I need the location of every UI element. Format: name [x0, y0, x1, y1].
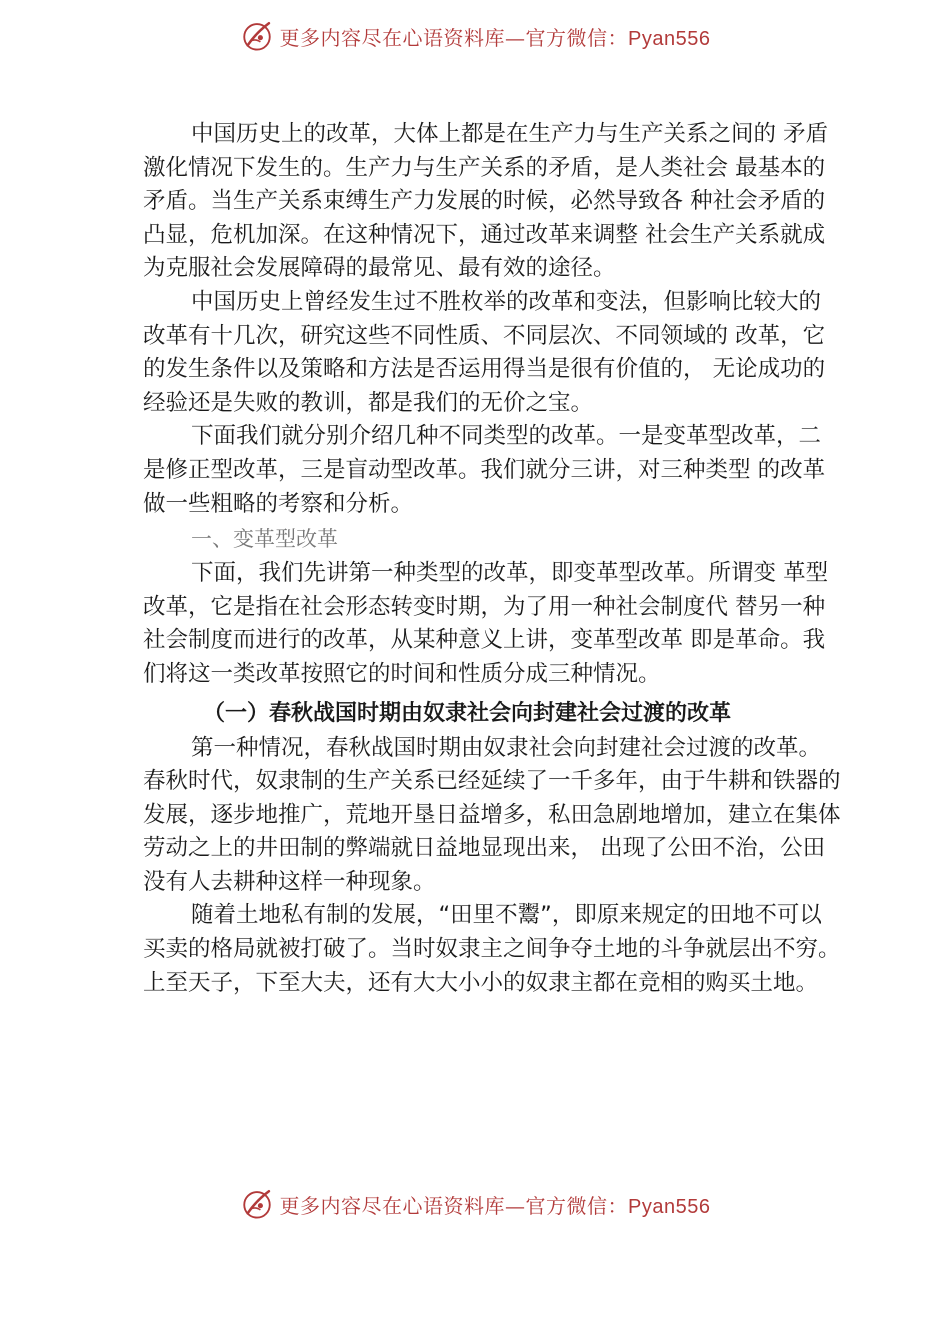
document-body: [143, 118, 843, 1000]
paragraph-1: 中国历史上的改革，大体上都是在生产力与生产关系之间的 矛盾激化情况下发生的。生产力与生产关系的矛盾，是人类社会 最基本的矛盾。当生产关系束缚生产力发展的时候，必然导致各 种社会矛盾的凸显，危机加深。在这种情况下，通过改革来调整 社会生产关系就成为克服社会发展障碍的最常见、最有效的途径。: [143, 121, 829, 282]
header-site-text: 更多内容尽在心语资料库—官方微信：: [279, 25, 629, 50]
paragraph-5: 第一种情况，春秋战国时期由奴隶社会向封建社会过渡的改革。春秋时代，奴隶制的生产关系已经延续了一千多年，由于牛耕和铁器的发展，逐步地推广，荒地开垦日益增多，私田急剧地增加，建立在集体劳动之上的井田制的弊端就日益地显现出来， 出现了公田不治，公田没有人去耕种这样一种现象。: [143, 734, 841, 895]
footer-text: [280, 1190, 711, 1219]
footer-banner: [0, 1184, 950, 1224]
paragraph-2: 中国历史上曾经发生过不胜枚举的改革和变法，但影响比较大的改革有十几次，研究这些不同性质、不同层次、不同领域的 改革，它的发生条件以及策略和方法是否运用得当是很有价值的， 无论成功的经验还是失败的教训，都是我们的无价之宝。: [143, 288, 826, 416]
section-heading-1: 一、变革型改革: [191, 527, 338, 552]
brush-logo-icon: [240, 1187, 274, 1221]
paragraph-4: 下面，我们先讲第一种类型的改革，即变革型改革。所谓变 革型改革，它是指在社会形态转变时期，为了用一种社会制度代 替另一种社会制度而进行的改革，从某种意义上讲，变革型改革 即是革命。我们将这一类改革按照它的时间和性质分成三种情况。: [143, 560, 829, 687]
paragraph-3: 下面我们就分别介绍几种不同类型的改革。一是变革型改革，二是修正型改革，三是盲动型改革。我们就分三讲，对三种类型 的改革做一些粗略的考察和分析。: [143, 423, 826, 517]
header-text: [280, 22, 711, 51]
paragraph-6: 随着土地私有制的发展，“田里不鬻”，即原来规定的田地不可以买卖的格局就被打破了。当时奴隶主之间争夺土地的斗争就层出不穷。上至天子，下至大夫，还有大大小小的奴隶主都在竞相的购买土地。: [143, 902, 841, 996]
header-banner: [0, 16, 950, 56]
brush-logo-icon: [240, 19, 274, 53]
footer-site-text: 更多内容尽在心语资料库—官方微信：: [279, 1193, 629, 1218]
header-wechat-id: Pyan556: [628, 27, 711, 50]
footer-wechat-id: Pyan556: [628, 1195, 711, 1218]
subsection-heading-1: （一）春秋战国时期由奴隶社会向封建社会过渡的改革: [203, 700, 732, 726]
